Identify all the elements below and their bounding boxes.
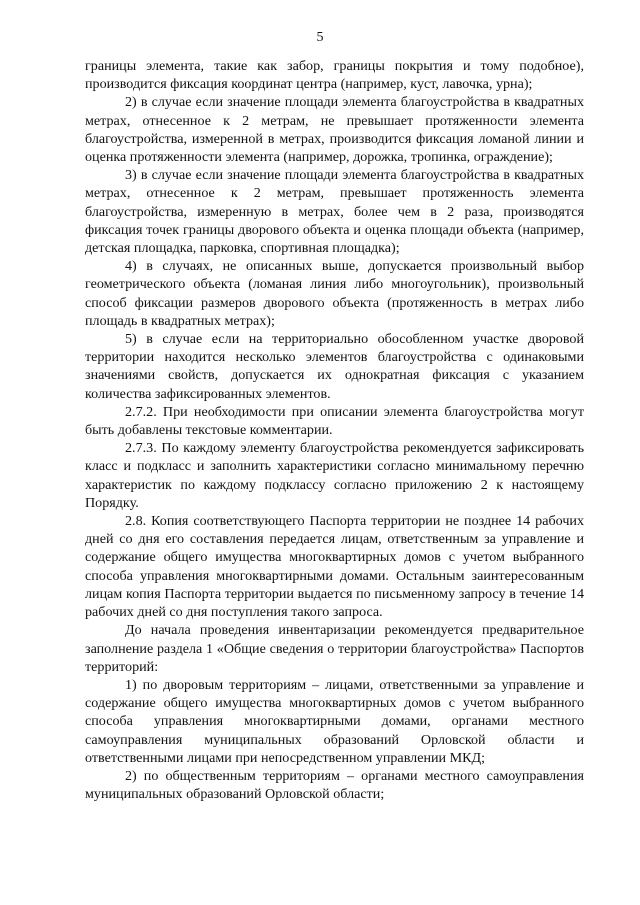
paragraph-pre-inventory: До начала проведения инвентаризации рекомендуется предварительное заполнение раздела 1 «Общие сведения о территории благоустройства» Паспортов территорий: xyxy=(85,622,584,675)
paragraph-2-8: 2.8. Копия соответствующего Паспорта территории не позднее 14 рабочих дней со дня его составления передается лицам, ответственным за управление и содержание общего имущества многоквартирных домов с учетом выбранного способа управления многоквартирными домами. Остальным заинтересованным лицам копия Паспорта территории выдается по письменному запросу в течение 14 рабочих дней со дня поступления такого запроса. xyxy=(85,513,584,621)
paragraph-item-3: 3) в случае если значение площади элемента благоустройства в квадратных метрах, отнесенное к 2 метрам, превышает протяженность элемента благоустройства, измеренную в метрах, более чем в 2 раза, производятся фиксация точек границы дворового объекта и оценка площади объекта (например, детская площадка, парковка, спортивная площадка); xyxy=(85,167,584,257)
paragraph-2-7-2: 2.7.2. При необходимости при описании элемента благоустройства могут быть добавлены текстовые комментарии. xyxy=(85,403,584,439)
paragraph-list-item-1: 1) по дворовым территориям – лицами, ответственными за управление и содержание общего имущества многоквартирных домов с учетом выбранного способа управления многоквартирными домами, органами местного самоуправления муниципальных образований Орловской области и ответственными лицами при непосредственном управлении МКД; xyxy=(85,676,584,766)
paragraph-item-4: 4) в случаях, не описанных выше, допускается произвольный выбор геометрического объекта (ломаная линия либо многоугольник), произвольный способ фиксации размеров дворового объекта (протяженность в метрах либо площадь в квадратных метрах); xyxy=(85,258,584,329)
paragraph-continuation: границы элемента, такие как забор, границы покрытия и тому подобное), производится фиксация координат центра (например, куст, лавочка, урна); xyxy=(85,58,584,93)
page-number: 5 xyxy=(316,30,324,45)
paragraph-item-2: 2) в случае если значение площади элемента благоустройства в квадратных метрах, отнесенное к 2 метрам, не превышает протяженности элемента благоустройства, измеренной в метрах, производится фиксация ломаной линии и оценка протяженности элемента (например, дорожка, тропинка, ограждение); xyxy=(85,94,584,166)
document-body xyxy=(85,57,584,803)
paragraph-2-7-3: 2.7.3. По каждому элементу благоустройства рекомендуется зафиксировать класс и подкласс и заполнить характеристики согласно минимальному перечню характеристик по каждому подклассу согласно приложению 2 к настоящему Порядку. xyxy=(85,440,584,511)
paragraph-item-5: 5) в случае если на территориально обособленном участке дворовой территории находится несколько элементов благоустройства с одинаковыми значениями свойств, допускается их однократная фиксация с указанием количества зафиксированных элементов. xyxy=(85,331,584,402)
paragraph-list-item-2: 2) по общественным территориям – органами местного самоуправления муниципальных образований Орловской области; xyxy=(85,767,584,803)
